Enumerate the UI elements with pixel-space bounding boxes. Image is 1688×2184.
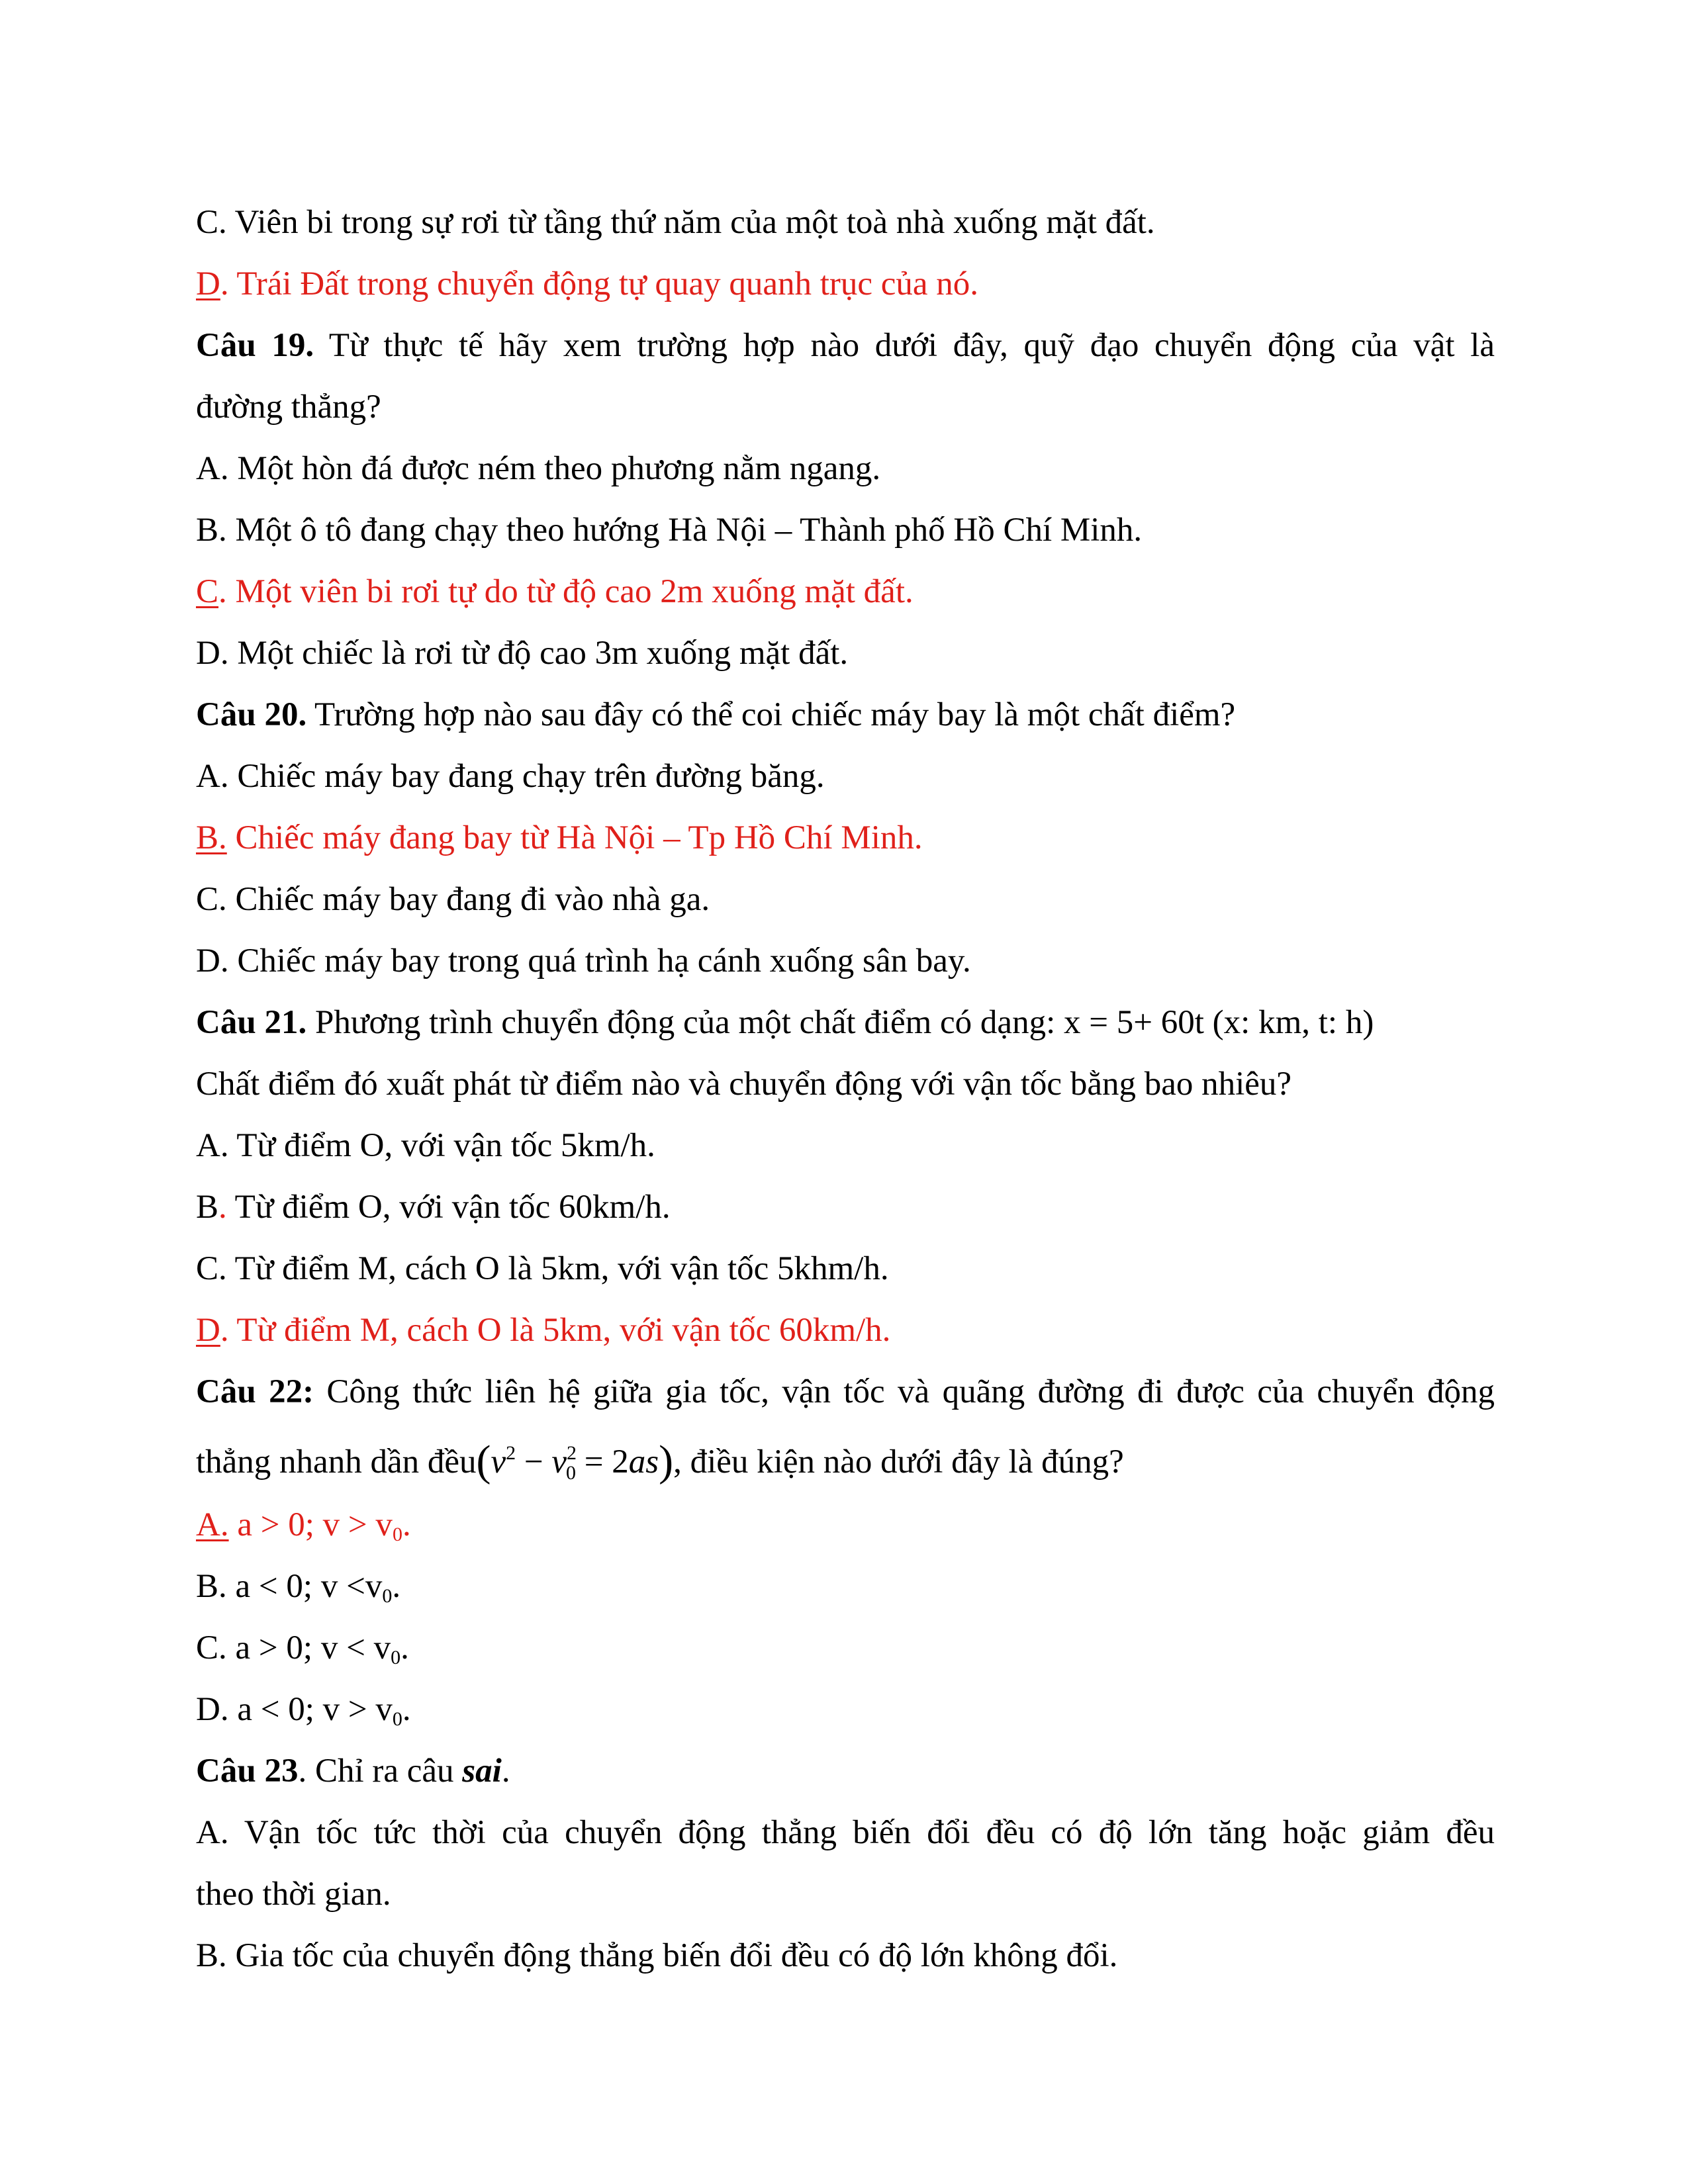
option-b-q21 — [196, 1177, 1495, 1238]
option-d-q22 — [196, 1679, 1495, 1741]
option-end: . — [402, 1691, 411, 1728]
option-a-q23: A. Vận tốc tức thời của chuyển động thẳng biến đổi đều có độ lớn tăng hoặc giảm đều — [196, 1814, 1495, 1851]
formula-rhs-num: 2 — [612, 1443, 629, 1480]
answer-a-q22 — [196, 1494, 1495, 1556]
formula-v0: v — [551, 1443, 567, 1480]
formula-rhs: as — [628, 1443, 659, 1480]
answer-text: . Trái Đất trong chuyển động tự quay quanh trục của nó. — [220, 265, 979, 302]
answer-letter: A. — [196, 1506, 229, 1543]
option-a-q23-cont: theo thời gian. — [196, 1876, 391, 1913]
question-21 — [196, 992, 1495, 1054]
answer-c-q19 — [196, 561, 1495, 623]
option-b-q23: B. Gia tốc của chuyển động thẳng biến đổi đều có độ lớn không đổi. — [196, 1937, 1118, 1974]
formula-close-paren: ) — [659, 1437, 674, 1485]
answer-letter: B. — [196, 819, 227, 856]
subscript: 0 — [391, 1647, 401, 1668]
option-text: D. a < 0; v > v — [196, 1691, 393, 1728]
option-c-q20: C. Chiếc máy bay đang đi vào nhà ga. — [196, 881, 710, 918]
question-label: Câu 21. — [196, 1004, 307, 1041]
question-text: , điều kiện nào dưới đây là đúng? — [673, 1443, 1124, 1480]
subscript: 0 — [392, 1708, 402, 1730]
question-19 — [196, 315, 1495, 377]
question-22-cont — [196, 1423, 1495, 1494]
formula-sup: 2 — [506, 1442, 516, 1464]
option-b-q22 — [196, 1556, 1495, 1617]
option-a-q20: A. Chiếc máy bay đang chạy trên đường băng. — [196, 758, 825, 795]
question-23 — [196, 1741, 1495, 1802]
answer-letter: C — [196, 573, 219, 610]
question-text: Từ thực tế hãy xem trường hợp nào dưới đây, quỹ đạo chuyển động của vật là — [314, 327, 1495, 364]
option-text: C. a > 0; v < v — [196, 1629, 391, 1666]
option-d-q20: D. Chiếc máy bay trong quá trình hạ cánh xuống sân bay. — [196, 942, 971, 979]
answer-end: . — [402, 1506, 411, 1543]
option-c-q21: C. Từ điểm M, cách O là 5km, với vận tốc 5khm/h. — [196, 1250, 889, 1287]
option-text: B. a < 0; v <v — [196, 1568, 383, 1605]
subscript: 0 — [392, 1524, 402, 1545]
question-text: thẳng nhanh dần đều — [196, 1443, 477, 1480]
emphasis-sai: sai — [462, 1752, 502, 1790]
document-page — [196, 192, 1495, 1987]
formula-sub: 0 — [566, 1462, 576, 1484]
option-end: . — [400, 1629, 409, 1666]
formula-equals: = — [576, 1443, 612, 1480]
option-c-q18: C. Viên bi trong sự rơi từ tầng thứ năm của một toà nhà xuống mặt đất. — [196, 204, 1155, 241]
question-label: Câu 22: — [196, 1373, 314, 1410]
answer-letter: D — [196, 265, 220, 302]
option-end: . — [392, 1568, 401, 1605]
question-label: Câu 20. — [196, 696, 307, 733]
formula-minus: − — [516, 1443, 552, 1480]
formula — [476, 1437, 674, 1485]
answer-text: Chiếc máy đang bay từ Hà Nội – Tp Hồ Chí Minh. — [226, 819, 923, 856]
question-text: . Chỉ ra câu — [298, 1752, 463, 1790]
formula-v: v — [491, 1443, 506, 1480]
answer-text: . Một viên bi rơi tự do từ độ cao 2m xuống mặt đất. — [218, 573, 914, 610]
option-a-q21: A. Từ điểm O, với vận tốc 5km/h. — [196, 1127, 655, 1164]
option-text: Từ điểm O, với vận tốc 60km/h. — [226, 1189, 671, 1226]
option-a-q19: A. Một hòn đá được ném theo phương nằm ngang. — [196, 450, 881, 487]
formula-open-paren: ( — [476, 1437, 491, 1485]
option-letter: B — [196, 1189, 219, 1226]
answer-d-q18 — [196, 253, 1495, 315]
question-21-cont: Chất điểm đó xuất phát từ điểm nào và chuyển động với vận tốc bằng bao nhiêu? — [196, 1066, 1292, 1103]
option-dot: . — [218, 1189, 227, 1226]
question-19-cont: đường thẳng? — [196, 388, 381, 426]
question-text: Trường hợp nào sau đây có thể coi chiếc máy bay là một chất điểm? — [306, 696, 1236, 733]
question-label: Câu 19. — [196, 327, 314, 364]
option-c-q22 — [196, 1617, 1495, 1679]
question-label: Câu 23 — [196, 1752, 299, 1790]
question-text: Phương trình chuyển động của một chất điểm có dạng: x = 5+ 60t (x: km, t: h) — [306, 1004, 1374, 1041]
answer-letter: D — [196, 1312, 220, 1349]
subscript: 0 — [382, 1585, 393, 1607]
answer-text: a > 0; v > v — [228, 1506, 393, 1543]
question-text: Công thức liên hệ giữa gia tốc, vận tốc và quãng đường đi được của chuyển động — [314, 1373, 1495, 1410]
answer-text: . Từ điểm M, cách O là 5km, với vận tốc 60km/h. — [220, 1312, 891, 1349]
formula-sup: 2 — [567, 1442, 577, 1464]
option-b-q19: B. Một ô tô đang chạy theo hướng Hà Nội – Thành phố Hồ Chí Minh. — [196, 512, 1143, 549]
question-22 — [196, 1361, 1495, 1423]
answer-d-q21 — [196, 1300, 1495, 1361]
option-d-q19: D. Một chiếc là rơi từ độ cao 3m xuống mặt đất. — [196, 635, 849, 672]
answer-b-q20 — [196, 807, 1495, 869]
question-end: . — [501, 1752, 510, 1790]
question-20 — [196, 684, 1495, 746]
